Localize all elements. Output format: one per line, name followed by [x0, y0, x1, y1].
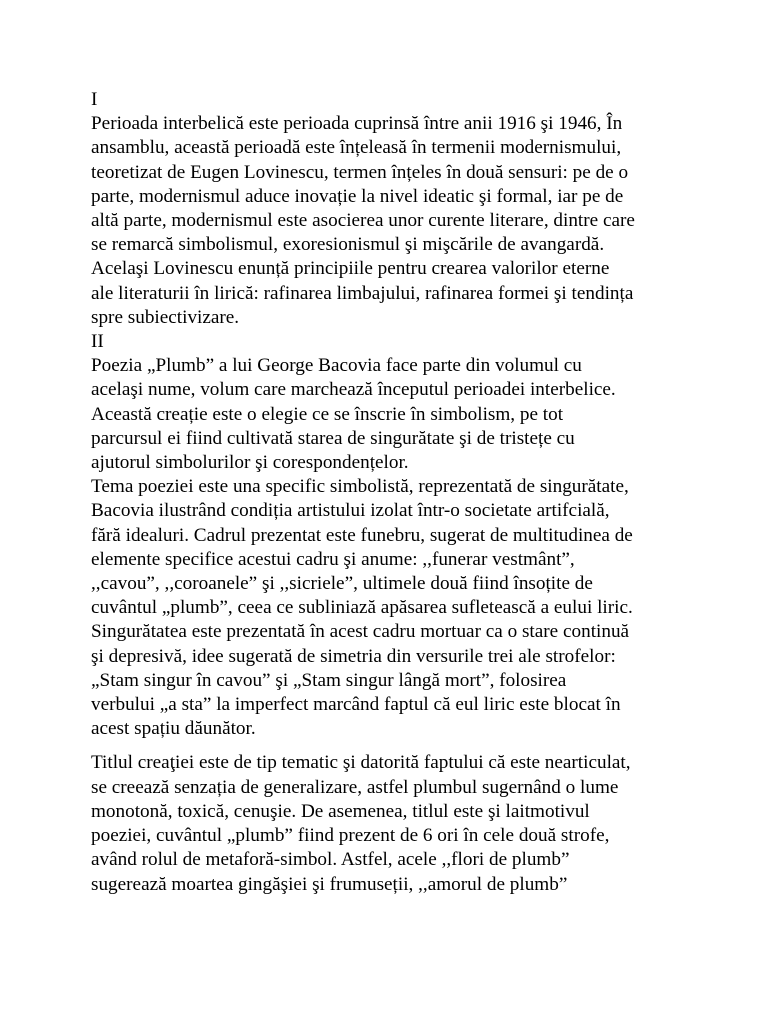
- text-line: spre subiectivizare.: [91, 306, 240, 328]
- text-line: Singurătatea este prezentată în acest cadru mortuar ca o stare continuă: [91, 621, 630, 643]
- text-line: se creează senzația de generalizare, astfel plumbul sugernând o lume: [91, 776, 619, 798]
- text-line: elemente specifice acestui cadru şi anume: ,,funerar vestmânt”,: [91, 548, 575, 570]
- text-line: Titlul creaţiei este de tip tematic şi datorită faptului că este nearticulat,: [91, 752, 631, 774]
- section-numeral-1: I: [91, 89, 98, 110]
- text-line: monotonă, toxică, cenuşie. De asemenea, titlul este şi laitmotivul: [91, 800, 590, 822]
- text-line: teoretizat de Eugen Lovinescu, termen înțeles în două sensuri: pe de o: [91, 161, 629, 183]
- text-line: ajutorul simbolurilor şi corespondențelor.: [91, 452, 409, 474]
- text-line: Poezia „Plumb” a lui George Bacovia face parte din volumul cu: [91, 355, 582, 377]
- text-line: cuvântul „plumb”, ceea ce subliniază apăsarea sufletească a eului liric.: [91, 597, 633, 619]
- text-line: ansamblu, această perioadă este înțeleasă în termenii modernismului,: [91, 137, 622, 159]
- text-line: Perioada interbelică este perioada cuprinsă între anii 1916 şi 1946, În: [91, 113, 623, 135]
- text-line: Tema poeziei este una specific simbolistă, reprezentată de singurătate,: [91, 476, 629, 498]
- text-line: se remarcă simbolismul, exoresionismul şi mişcările de avangardă.: [91, 234, 605, 256]
- text-line: având rolul de metaforă-simbol. Astfel, acele ,,flori de plumb”: [91, 849, 570, 871]
- text-line: acest spațiu dăunător.: [91, 718, 256, 740]
- paragraph-interwar-period: [91, 112, 691, 330]
- paragraph-title: [91, 751, 691, 896]
- paragraph-spacing: [91, 741, 691, 751]
- text-line: Bacovia ilustrând condiția artistului izolat într-o societate artifcială,: [91, 500, 610, 522]
- text-line: sugerează moartea gingăşiei şi frumuseții, ,,amorul de plumb”: [91, 873, 568, 895]
- text-line: parcursul ei fiind cultivată starea de singurătate şi de tristețe cu: [91, 427, 575, 449]
- section-numeral-2: II: [91, 331, 104, 353]
- paragraph-poem-intro: [91, 354, 691, 475]
- text-line: şi depresivă, idee sugerată de simetria din versurile trei ale strofelor:: [91, 645, 616, 667]
- text-line: ale literaturii în lirică: rafinarea limbajului, rafinarea formei şi tendința: [91, 282, 634, 304]
- paragraph-theme: [91, 475, 691, 741]
- text-line: Acelaşi Lovinescu enunță principiile pentru crearea valorilor eterne: [91, 258, 610, 280]
- text-line: acelaşi nume, volum care marchează începutul perioadei interbelice.: [91, 379, 616, 401]
- text-line: parte, modernismul aduce inovație la nivel ideatic şi formal, iar pe de: [91, 185, 624, 207]
- text-line: fără idealuri. Cadrul prezentat este funebru, sugerat de multitudinea de: [91, 524, 633, 546]
- text-line: Această creație este o elegie ce se înscrie în simbolism, pe tot: [91, 403, 564, 425]
- text-line: poeziei, cuvântul „plumb” fiind prezent de 6 ori în cele două strofe,: [91, 825, 610, 847]
- text-line: ,,cavou”, ,,coroanele” şi ,,sicriele”, ultimele două fiind însoțite de: [91, 573, 593, 595]
- text-line: altă parte, modernismul este asocierea unor curente literare, dintre care: [91, 210, 635, 232]
- document-page: [91, 88, 691, 897]
- text-line: „Stam singur în cavou” şi „Stam singur lângă mort”, folosirea: [91, 669, 567, 691]
- text-line: verbului „a sta” la imperfect marcând faptul că eul liric este blocat în: [91, 694, 621, 716]
